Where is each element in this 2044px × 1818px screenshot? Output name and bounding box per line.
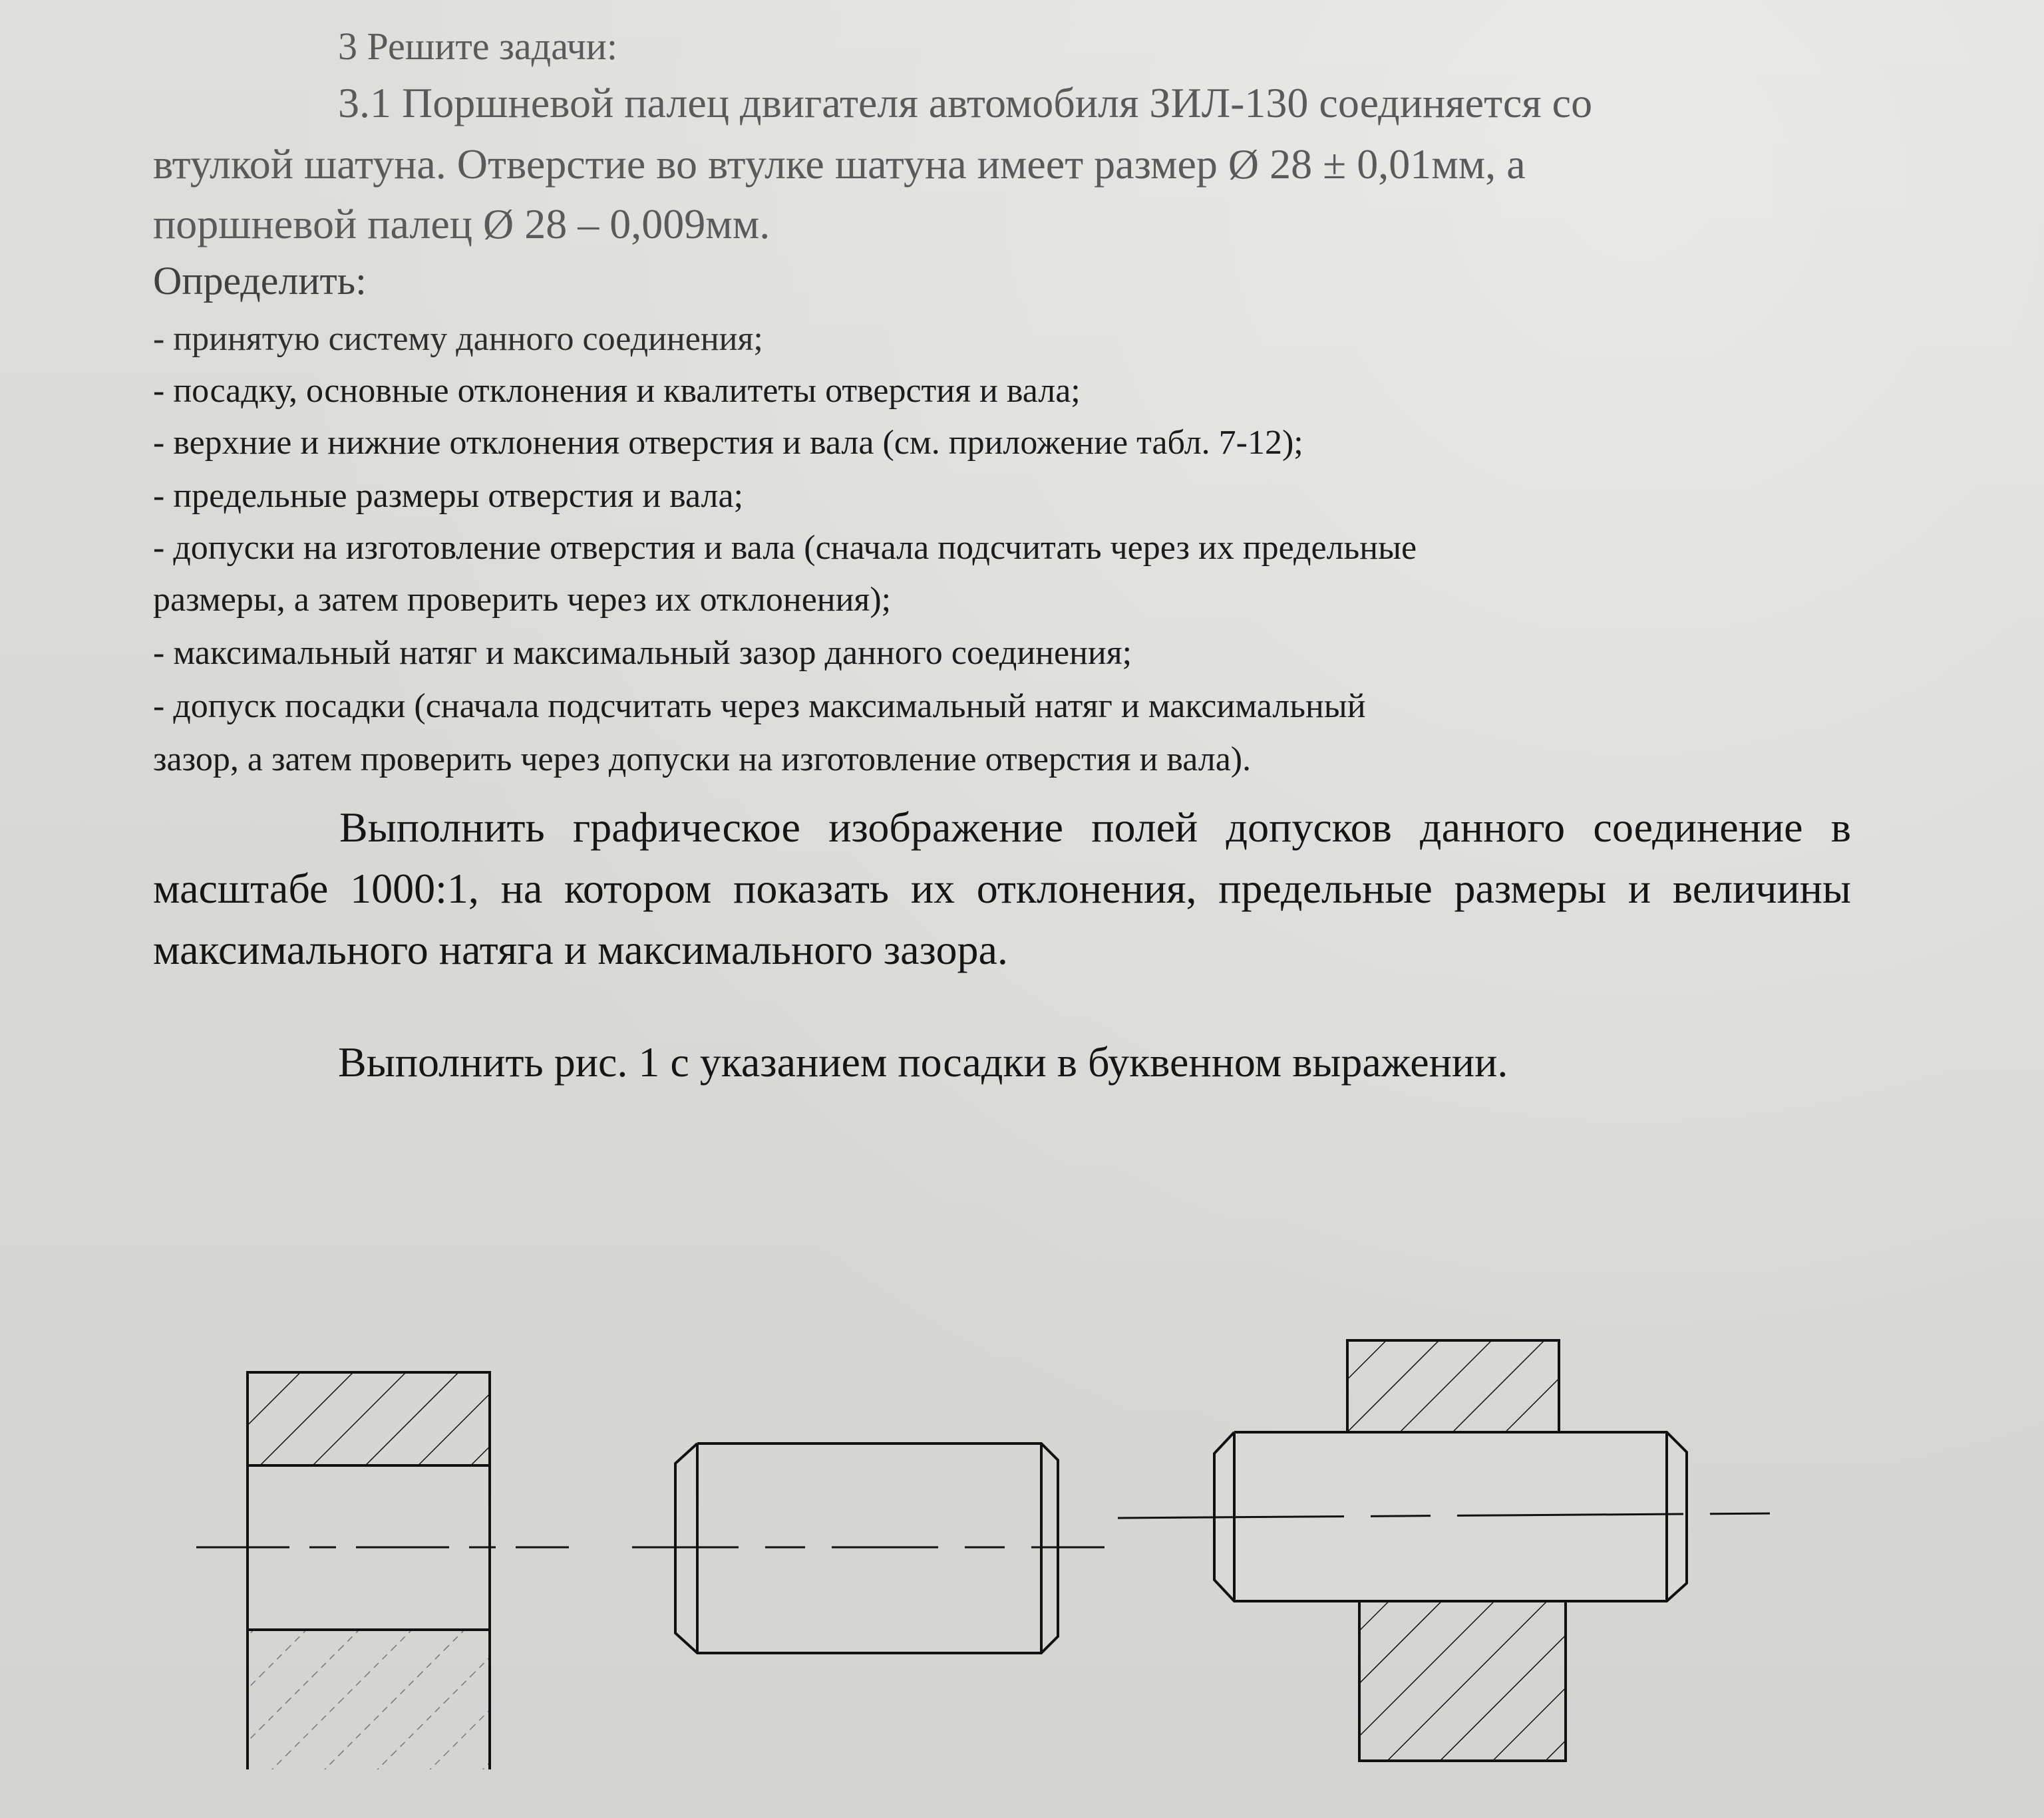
task-heading: 3 Решите задачи: — [338, 25, 617, 68]
pin-figure — [632, 1443, 1105, 1653]
assembly-top-wall — [1347, 1340, 1559, 1432]
determine-item-6: - максимальный натяг и максимальный зазор данного соединения; — [153, 634, 1132, 672]
figure-task-text: Выполнить рис. 1 с указанием посадки в буквенном выражении. — [338, 1038, 1508, 1086]
determine-item-5-cont: размеры, а затем проверить через их отклонения); — [153, 581, 892, 619]
determine-item-7: - допуск посадки (сначала подсчитать через максимальный натяг и максимальный — [153, 687, 1366, 725]
determine-item-5: - допуски на изготовление отверстия и вала (сначала подсчитать через их предельные — [153, 529, 1417, 567]
problem-intro-line1: 3.1 Поршневой палец двигателя автомобиля ЗИЛ-130 соединяется со — [338, 79, 1593, 126]
problem-intro-line2: втулкой шатуна. Отверстие во втулке шатуна имеет размер Ø 28 ± 0,01мм, а — [153, 140, 1526, 188]
determine-item-7-cont: зазор, а затем проверить через допуски на изготовление отверстия и вала). — [153, 740, 1252, 778]
determine-item-1: - принятую систему данного соединения; — [153, 320, 763, 358]
assembly-figure — [1118, 1340, 1777, 1761]
determine-label: Определить: — [153, 259, 367, 303]
determine-item-3: - верхние и нижние отклонения отверстия и вала (см. приложение табл. 7-12); — [153, 424, 1303, 462]
graphic-task-text: Выполнить графическое изображение полей допусков данного соединение в масштабе 1000:1, на котором показать их отклонения, предельные размеры и величины максимального натяга и максимального зазора. — [153, 804, 1851, 973]
figure-drawings — [0, 1251, 2044, 1769]
determine-item-4: - предельные размеры отверстия и вала; — [153, 477, 744, 515]
graphic-task-paragraph — [153, 797, 1851, 981]
determine-item-2: - посадку, основные отклонения и квалитеты отверстия и вала; — [153, 372, 1081, 410]
bushing-figure — [196, 1372, 569, 1769]
bushing-bottom-wall — [248, 1630, 490, 1769]
assembly-bottom-wall — [1359, 1601, 1566, 1761]
problem-intro-line3: поршневой палец Ø 28 – 0,009мм. — [153, 200, 770, 247]
bushing-top-wall — [248, 1372, 490, 1465]
